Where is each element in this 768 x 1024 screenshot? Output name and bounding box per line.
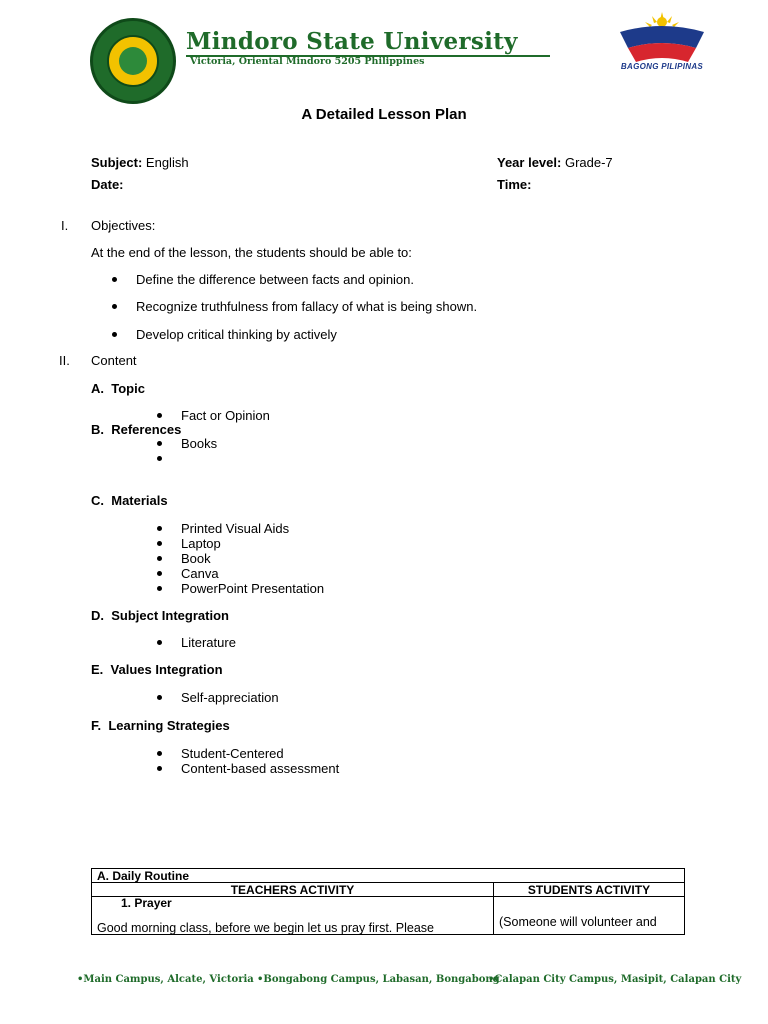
content-heading: Content	[91, 353, 137, 368]
material-item: Book	[181, 551, 211, 566]
section-title: Learning Strategies	[108, 718, 230, 733]
objectives-heading: Objectives:	[91, 218, 156, 233]
table-section-title: A. Daily Routine	[97, 869, 190, 883]
section-references-heading	[91, 422, 181, 437]
section-label: A.	[91, 381, 104, 396]
footer-campus-calapan: •Calapan City Campus, Masipit, Calapan City	[488, 974, 742, 985]
subject-value: English	[145, 155, 189, 170]
bagong-pilipinas-text: BAGONG PILIPINAS	[620, 62, 704, 71]
objective-item: Recognize truthfulness from fallacy of what is being shown.	[136, 299, 478, 314]
students-activity-header: STUDENTS ACTIVITY	[527, 883, 651, 897]
section-label: E.	[91, 662, 104, 677]
year-level-label: Year level:	[497, 155, 562, 170]
section-label: B.	[91, 422, 104, 437]
teachers-activity-header: TEACHERS ACTIVITY	[230, 883, 355, 897]
date-label: Date:	[91, 177, 124, 192]
date-line	[91, 177, 124, 192]
section-subject-integration-heading	[91, 608, 229, 623]
document-title: A Detailed Lesson Plan	[301, 106, 467, 123]
year-level-line	[497, 155, 613, 170]
section-materials-heading	[91, 493, 168, 508]
section-title: Subject Integration	[111, 608, 229, 623]
objectives-intro: At the end of the lesson, the students should be able to:	[91, 245, 412, 260]
footer-campus-bongabong: •Bongabong Campus, Labasan, Bongabong	[257, 974, 500, 985]
section-title: Materials	[111, 493, 168, 508]
university-address: Victoria, Oriental Mindoro 5205 Philippines	[190, 56, 425, 67]
footer-campus-main: •Main Campus, Alcate, Victoria	[77, 974, 254, 985]
section-title: Topic	[111, 381, 145, 396]
university-name: Mindoro State University	[186, 28, 518, 55]
reference-item: Books	[181, 436, 218, 451]
section-label: D.	[91, 608, 104, 623]
learning-strategy-item: Student-Centered	[181, 746, 284, 761]
learning-strategy-item: Content-based assessment	[181, 761, 340, 776]
year-level-value: Grade-7	[564, 155, 613, 170]
section-topic-heading	[91, 381, 145, 396]
daily-routine-table	[91, 868, 685, 935]
subject-integration-item: Literature	[181, 635, 236, 650]
material-item: PowerPoint Presentation	[181, 581, 325, 596]
content-numeral: II.	[59, 353, 70, 368]
section-label: F.	[91, 718, 102, 733]
section-title: References	[111, 422, 182, 437]
prayer-row-label: 1. Prayer	[121, 896, 172, 910]
section-learning-strategies-heading	[91, 718, 230, 733]
material-item: Printed Visual Aids	[181, 521, 290, 536]
section-title: Values Integration	[110, 662, 223, 677]
student-prayer-text: (Someone will volunteer and	[499, 915, 657, 929]
objectives-numeral: I.	[61, 218, 69, 233]
topic-item: Fact or Opinion	[181, 408, 270, 423]
values-integration-item: Self-appreciation	[181, 690, 279, 705]
time-line	[497, 177, 531, 192]
subject-label: Subject:	[91, 155, 143, 170]
objective-item: Define the difference between facts and opinion.	[136, 272, 415, 287]
section-label: C.	[91, 493, 104, 508]
material-item: Laptop	[181, 536, 221, 551]
section-values-integration-heading	[91, 662, 223, 677]
subject-line	[91, 155, 189, 170]
objective-item: Develop critical thinking by actively	[136, 327, 337, 342]
university-seal	[90, 18, 176, 104]
time-label: Time:	[497, 177, 532, 192]
material-item: Canva	[181, 566, 219, 581]
teacher-prayer-text: Good morning class, before we begin let us pray first. Please	[97, 921, 434, 935]
